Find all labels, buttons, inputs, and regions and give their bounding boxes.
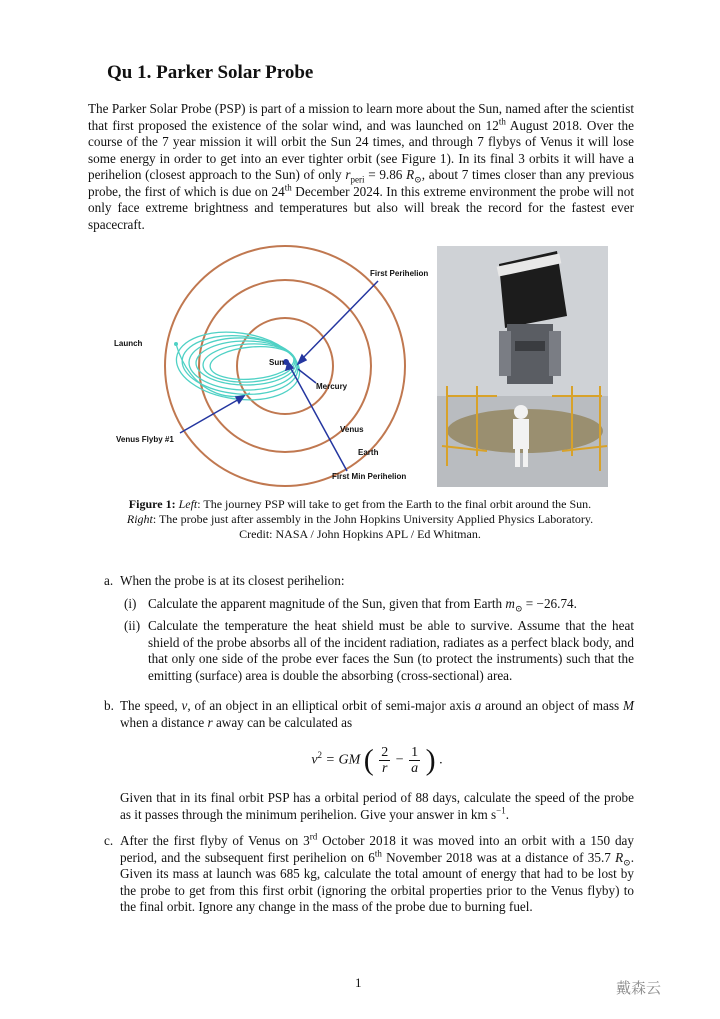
question-a-i: (i) Calculate the apparent magnitude of the Sun, given that from Earth $m_⊙ = -26.74$.	[124, 595, 577, 614]
questions	[104, 573, 634, 922]
venus-flyby-arrow	[180, 398, 241, 433]
label-first-min-perihelion: First Min Perihelion	[332, 472, 407, 481]
question-a: a. When the probe is at its closest perihelion:	[104, 573, 345, 588]
first-perihelion-arrow	[300, 281, 378, 361]
page-number: 1	[355, 975, 362, 990]
orbit-speed-equation: $v^2$ = GM ( $\frac{2}{r}$ − $\frac{1}{a}$ ) .	[311, 743, 443, 777]
orbit-diagram	[110, 243, 440, 488]
label-sun: Sun	[269, 358, 285, 367]
question-c: c. After the first flyby of Venus on 3rd October 2018 it was moved into an orbit with a 150 day period, and the subsequent first perihelion on 6th November 2018 was at a distance of 35.7 $R_⊙$. Given its mass at launch was 685 kg, calculate the total amount of energy that had to be lost by the probe to get from this first orbit (ignoring the orbital properties prior to the Venus flyby) to the final orbit. Ignore any change in the mass of the probe due to burning fuel.	[104, 831, 635, 914]
label-earth: Earth	[358, 448, 379, 457]
label-first-perihelion: First Perihelion	[370, 269, 429, 278]
label-launch: Launch	[114, 339, 143, 348]
first-min-perihelion-arrow	[289, 365, 347, 471]
label-mercury: Mercury	[316, 382, 348, 391]
intro-paragraph: The Parker Solar Probe (PSP) is part of a mission to learn more about the Sun, named after the scientist that first proposed the existence of the solar wind, and was launched on 12th August 2018. Over the course of the 7 year mission it will orbit the Sun 24 times, and through 7 flybys of Venus it will lose some energy in order to get into an ever tighter orbit (see Figure 1). In its final 3 orbits it will have a perihelion (closest approach to the Sun) of only $r_{peri} = 9.86$ $R_⊙$, about 7 times closer than any previous probe, the first of which is due on 24th December 2024. In this extreme environment the probe will not only face extreme brightness and temperatures but also will break the record for the fastest ever spacecraft.	[88, 101, 635, 232]
probe-photo	[437, 246, 608, 487]
label-venus: Venus	[340, 425, 364, 434]
launch-marker	[174, 342, 178, 346]
watermark: 戴森云	[616, 979, 662, 997]
question-b: b. The speed, v, of an object in an elliptical orbit of semi-major axis a around an object of mass M when a distance r away can be calculated as $v^2$ = GM ( $\frac{2}{r}$ − $\frac{1}{a}$ ) . Given that in its final orbit PSP has a orbital period of 88 days, calculate the speed of the probe as it passes through the minimum perihelion. Give your answer in km $s^{-1}$.	[104, 698, 635, 822]
label-venus-flyby: Venus Flyby #1	[116, 435, 174, 444]
figure-caption: Figure 1: Left: The journey PSP will take to get from the Earth to the final orbit around the Sun. Right: The probe just after assembly in the John Hopkins University Applied Physics Laboratory. Credit: NASA / John Hopkins APL / Ed Whitman.	[126, 497, 594, 541]
question-a-ii: (ii) Calculate the temperature the heat shield must be able to survive. Assume that the heat shield of the probe absorbs all of the incident radiation, radiates as a perfect black body, and that only one side of the probe ever faces the Sun (to protect the instruments) such that the emitting (surface) area is double the absorbing (cross-sectional) area.	[124, 618, 634, 683]
page-title: Qu 1. Parker Solar Probe	[107, 62, 314, 83]
mercury-arrow	[298, 369, 316, 383]
